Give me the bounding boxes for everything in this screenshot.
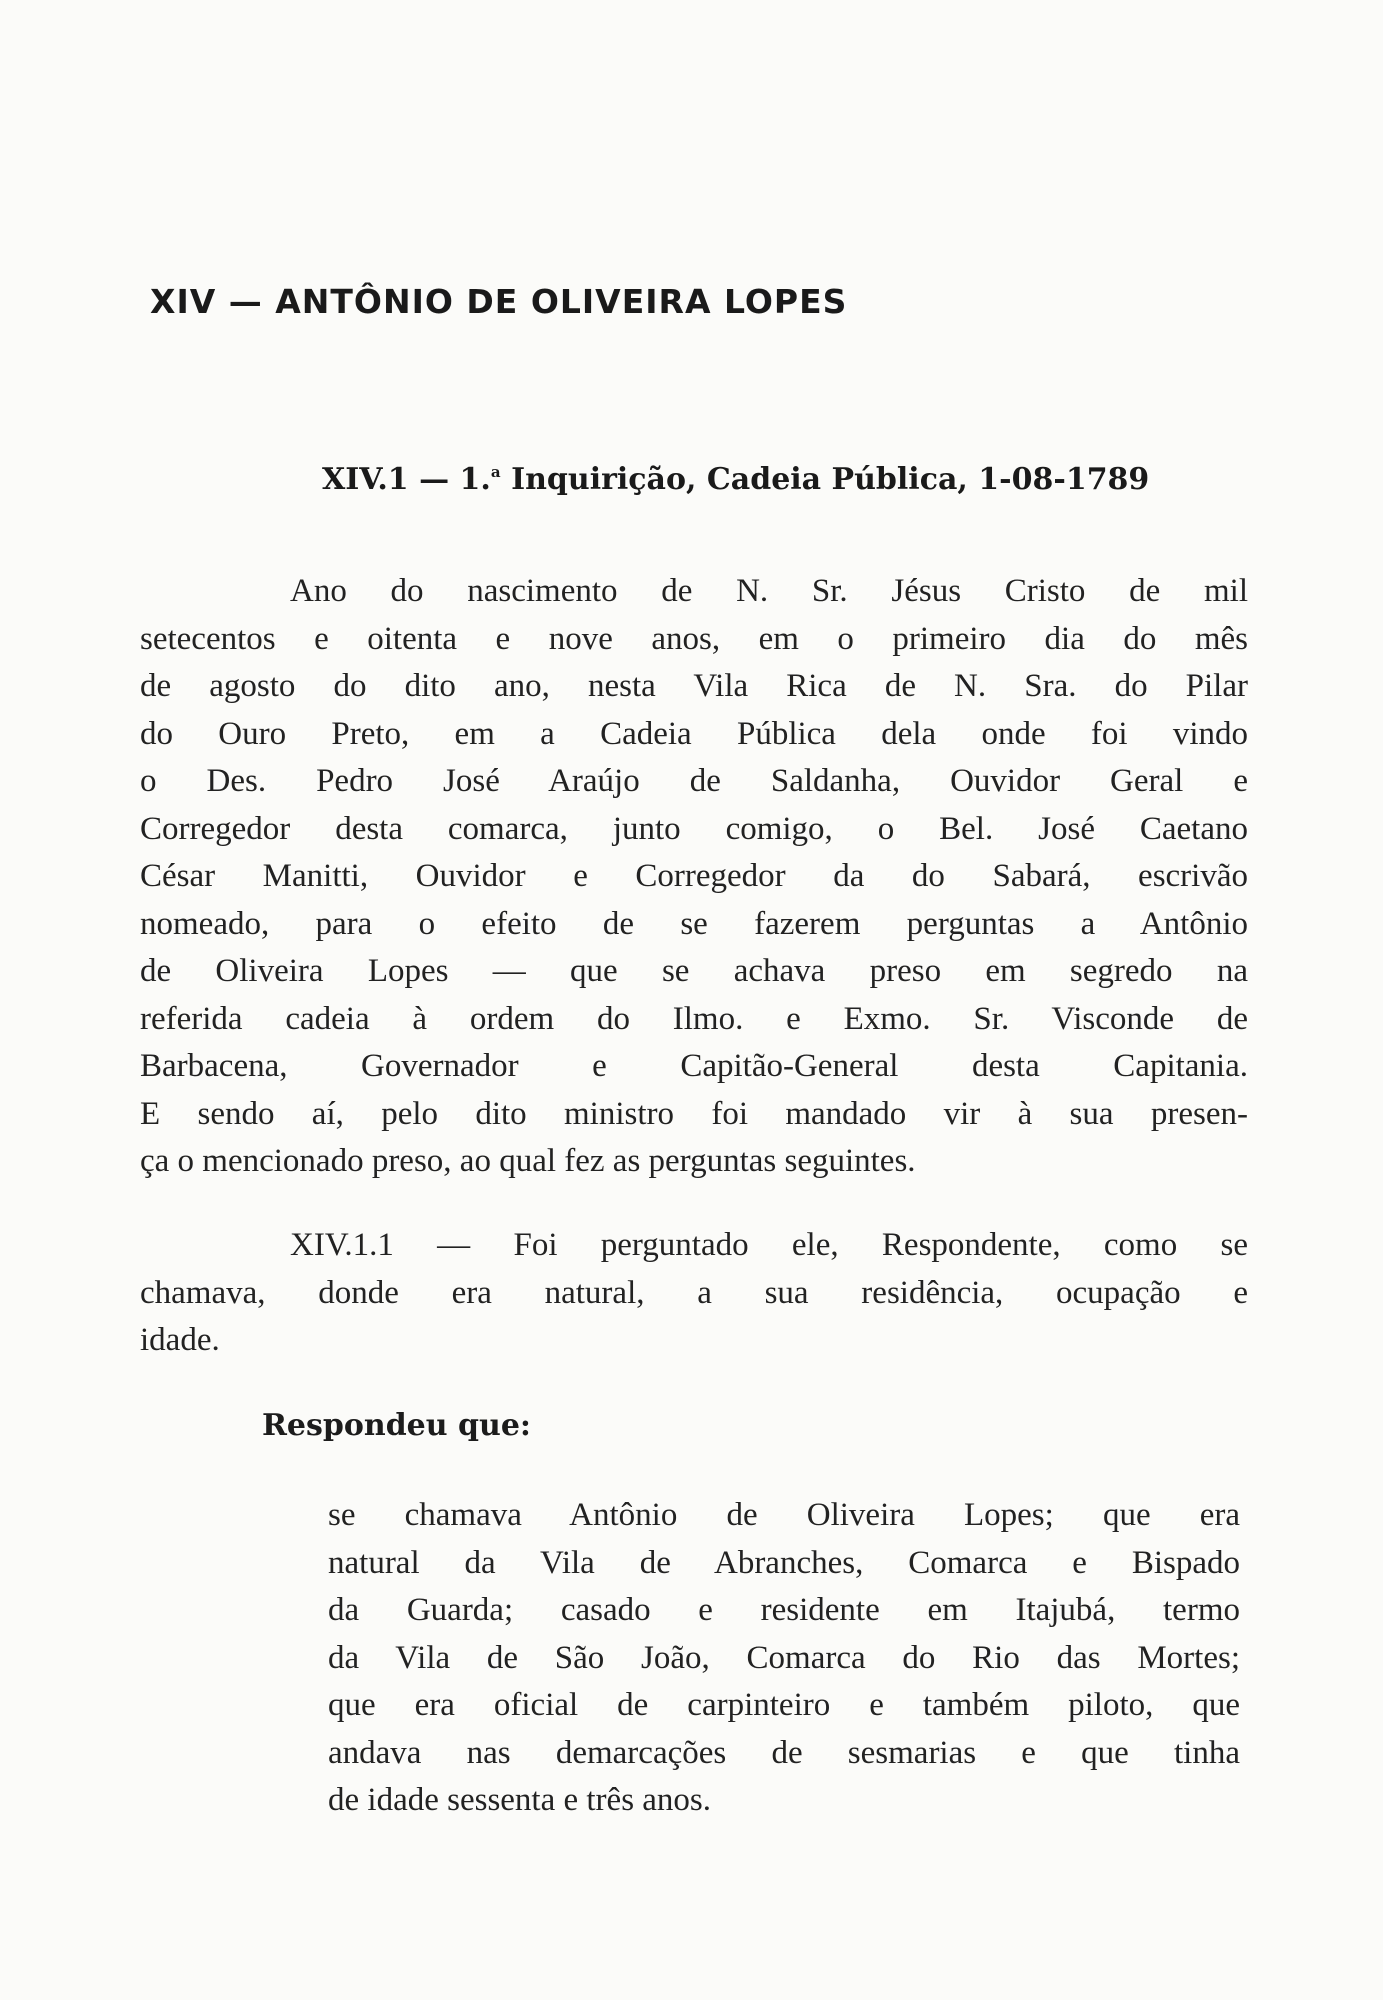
paragraph-line: Ano do nascimento de N. Sr. Jésus Cristo de mil [290, 573, 1248, 609]
paragraph-line: o Des. Pedro José Araújo de Saldanha, Ouvidor Geral e [140, 763, 1248, 799]
question-line: XIV.1.1 — Foi perguntado ele, Respondente, como se [290, 1227, 1248, 1263]
section-number: XIV.1 — 1. [322, 462, 491, 497]
question-line: chamava, donde era natural, a sua residência, ocupação e [140, 1274, 1248, 1311]
paragraph-line: setecentos e oitenta e nove anos, em o primeiro dia do mês [140, 620, 1248, 657]
paragraph-line: nomeado, para o efeito de se fazerem perguntas a Antônio [140, 905, 1248, 942]
opening-paragraph [140, 568, 1248, 1186]
answer-line: da Guarda; casado e residente em Itajubá, termo [328, 1592, 1240, 1628]
section-heading [322, 462, 1149, 497]
paragraph-line: do Ouro Preto, em a Cadeia Pública dela onde foi vindo [140, 715, 1248, 752]
answer-line: andava nas demarcações de sesmarias e que tinha [328, 1734, 1240, 1771]
paragraph-line: César Manitti, Ouvidor e Corregedor da do Sabará, escrivão [140, 858, 1248, 894]
question-line: idade. [140, 1322, 220, 1358]
paragraph-line: ça o mencionado preso, ao qual fez as perguntas seguintes. [140, 1143, 916, 1179]
answer-line: natural da Vila de Abranches, Comarca e Bispado [328, 1544, 1240, 1581]
answer-line: que era oficial de carpinteiro e também piloto, que [328, 1687, 1240, 1723]
ordinal-mark: a [490, 463, 501, 481]
paragraph-line: E sendo aí, pelo dito ministro foi mandado vir à sua presen- [140, 1095, 1248, 1132]
section-title-text: Inquirição, Cadeia Pública, 1-08-1789 [511, 462, 1150, 497]
paragraph-line: de Oliveira Lopes — que se achava preso em segredo na [140, 953, 1248, 989]
answer-label: Respondeu que: [262, 1408, 531, 1443]
paragraph-line: Corregedor desta comarca, junto comigo, o Bel. José Caetano [140, 810, 1248, 847]
chapter-title: XIV — ANTÔNIO DE OLIVEIRA LOPES [150, 282, 848, 321]
paragraph-line: Barbacena, Governador e Capitão-General desta Capitania. [140, 1048, 1248, 1084]
answer-paragraph [328, 1492, 1240, 1825]
answer-line: se chamava Antônio de Oliveira Lopes; que era [328, 1497, 1240, 1533]
paragraph-line: referida cadeia à ordem do Ilmo. e Exmo. Sr. Visconde de [140, 1000, 1248, 1037]
answer-line: de idade sessenta e três anos. [328, 1782, 712, 1818]
paragraph-line: de agosto do dito ano, nesta Vila Rica de N. Sra. do Pilar [140, 668, 1248, 704]
answer-line: da Vila de São João, Comarca do Rio das Mortes; [328, 1639, 1240, 1676]
question-paragraph [140, 1222, 1248, 1365]
